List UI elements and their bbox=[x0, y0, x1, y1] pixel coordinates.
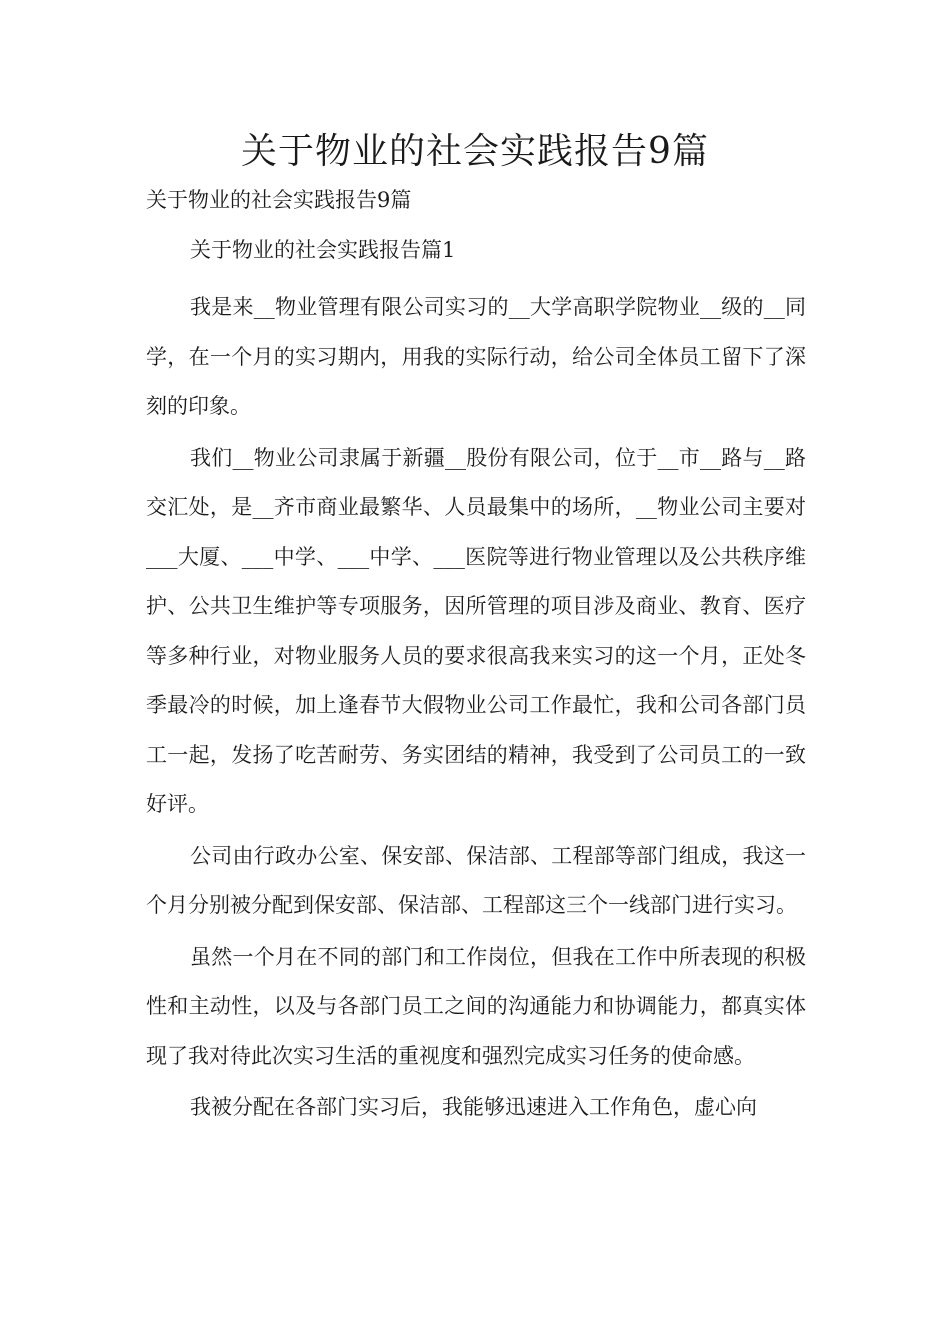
section-heading: 关于物业的社会实践报告篇1 bbox=[190, 238, 456, 262]
paragraph-1: 我是来__物业管理有限公司实习的__大学高职学院物业__级的__同学，在一个月的实习期内，用我的实际行动，给公司全体员工留下了深刻的印象。 bbox=[146, 295, 806, 418]
document-body bbox=[146, 234, 806, 1133]
paragraph-5: 我被分配在各部门实习后，我能够迅速进入工作角色，虚心向 bbox=[190, 1095, 757, 1119]
paragraph-3: 公司由行政办公室、保安部、保洁部、工程部等部门组成，我这一个月分别被分配到保安部、保洁部、工程部这三个一线部门进行实习。 bbox=[146, 843, 806, 917]
document-title: 关于物业的社会实践报告9篇 bbox=[241, 131, 709, 172]
document-subtitle: 关于物业的社会实践报告9篇 bbox=[146, 188, 412, 212]
paragraph-4: 虽然一个月在不同的部门和工作岗位，但我在工作中所表现的积极性和主动性，以及与各部门员工之间的沟通能力和协调能力，都真实体现了我对待此次实习生活的重视度和强烈完成实习任务的使命感。 bbox=[146, 944, 806, 1068]
paragraph-2: 我们__物业公司隶属于新疆__股份有限公司，位于__市__路与__路交汇处，是__齐市商业最繁华、人员最集中的场所，__物业公司主要对___大厦、___中学、___中学、___医院等进行物业管理以及公共秩序维护、公共卫生维护等专项服务，因所管理的项目涉及商业、教育、医疗等多种行业，对物业服务人员的要求很高我来实习的这一个月，正处冬季最冷的时候，加上逢春节大假物业公司工作最忙，我和公司各部门员工一起，发扬了吃苦耐劳、务实团结的精神，我受到了公司员工的一致好评。 bbox=[146, 445, 806, 816]
